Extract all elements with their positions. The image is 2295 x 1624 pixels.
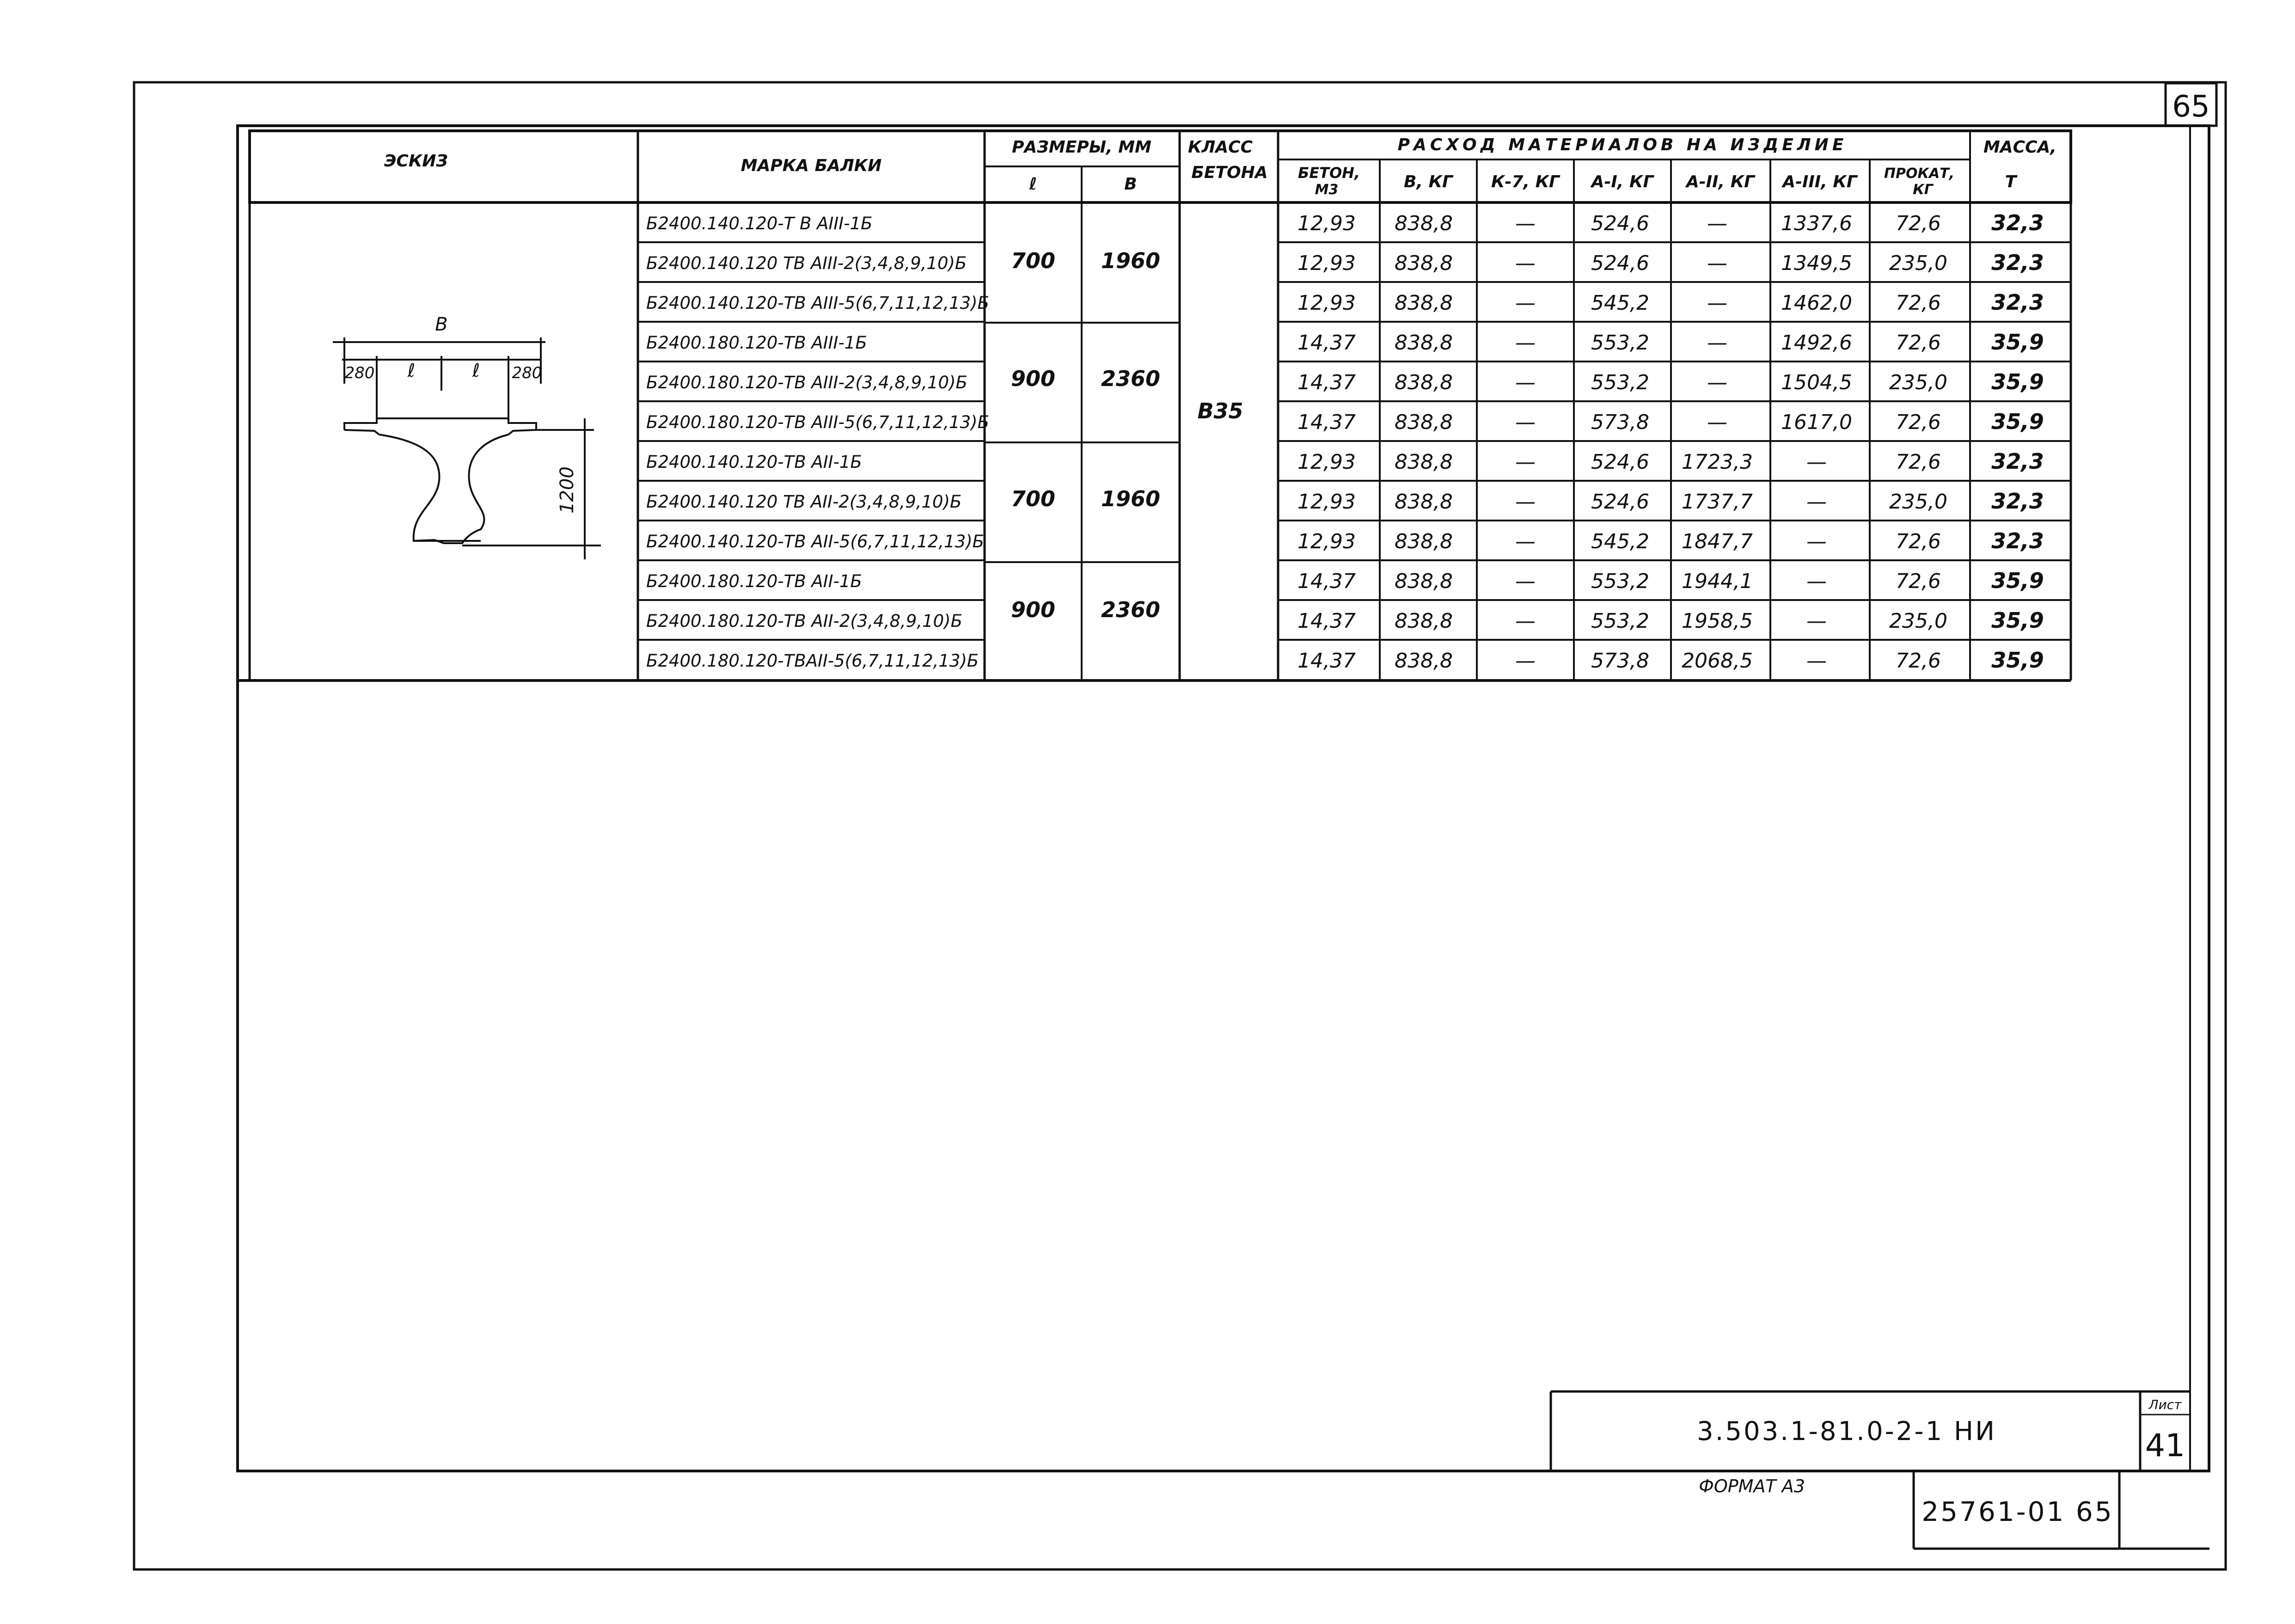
row-mass: 32,3 bbox=[1991, 210, 2044, 235]
header-a1: А-I, КГ bbox=[1591, 172, 1654, 191]
row-k7: — bbox=[1515, 609, 1536, 633]
group-1-l: 700 bbox=[1010, 248, 1056, 273]
row-b: 838,8 bbox=[1395, 530, 1453, 553]
header-a2: А-II, КГ bbox=[1686, 172, 1755, 191]
header-size-b: В bbox=[1124, 175, 1137, 194]
group-2-l: 900 bbox=[1010, 366, 1056, 391]
header-rolled-2: КГ bbox=[1913, 182, 1933, 198]
row-b: 838,8 bbox=[1395, 450, 1453, 474]
row-a2: — bbox=[1707, 212, 1727, 235]
header-rolled-1: ПРОКАТ, bbox=[1884, 165, 1955, 182]
row-a2: — bbox=[1707, 371, 1727, 394]
row-concrete: 14,37 bbox=[1297, 411, 1356, 434]
row-b: 838,8 bbox=[1395, 490, 1453, 514]
row-mark: Б2400.180.120-ТВАII-5(6,7,11,12,13)Б bbox=[646, 651, 979, 671]
row-mark: Б2400.140.120 ТВ АIII-2(3,4,8,9,10)Б bbox=[646, 253, 967, 273]
row-a1: 573,8 bbox=[1591, 649, 1649, 673]
row-a2: 1847,7 bbox=[1682, 530, 1753, 553]
row-k7: — bbox=[1515, 251, 1536, 275]
row-rolled: 72,6 bbox=[1896, 530, 1941, 553]
row-b: 838,8 bbox=[1395, 291, 1453, 315]
row-a3: 1349,5 bbox=[1781, 251, 1852, 275]
row-a1: 553,2 bbox=[1591, 331, 1649, 355]
row-a3: 1617,0 bbox=[1781, 411, 1852, 434]
header-mass-1: МАССА, bbox=[1983, 138, 2057, 157]
row-k7: — bbox=[1515, 291, 1536, 315]
row-mass: 32,3 bbox=[1991, 290, 2044, 315]
stamp-number: 25761-01 65 bbox=[1922, 1496, 2114, 1527]
row-b: 838,8 bbox=[1395, 609, 1453, 633]
row-rolled: 235,0 bbox=[1889, 251, 1947, 275]
row-a3: 1462,0 bbox=[1781, 291, 1852, 315]
group-3-b: 1960 bbox=[1101, 486, 1161, 511]
row-a3: — bbox=[1806, 649, 1827, 673]
row-mass: 35,9 bbox=[1991, 568, 2044, 593]
row-mass: 35,9 bbox=[1991, 369, 2044, 394]
row-rolled: 72,6 bbox=[1896, 649, 1941, 673]
row-a3: — bbox=[1806, 450, 1827, 474]
row-b: 838,8 bbox=[1395, 251, 1453, 275]
row-rolled: 72,6 bbox=[1896, 570, 1941, 593]
header-mass-2: Т bbox=[2005, 172, 2017, 191]
row-rolled: 72,6 bbox=[1896, 331, 1941, 355]
row-mass: 32,3 bbox=[1991, 528, 2044, 553]
row-b: 838,8 bbox=[1395, 411, 1453, 434]
row-k7: — bbox=[1515, 450, 1536, 474]
group-4-l: 900 bbox=[1010, 597, 1056, 622]
header-consumption: РАСХОД МАТЕРИАЛОВ НА ИЗДЕЛИЕ bbox=[1397, 135, 1848, 154]
row-a3: 1504,5 bbox=[1781, 371, 1852, 394]
row-mass: 35,9 bbox=[1991, 608, 2044, 633]
row-concrete: 14,37 bbox=[1297, 570, 1356, 593]
header-k7: К-7, КГ bbox=[1491, 172, 1560, 191]
row-a2: — bbox=[1707, 291, 1727, 315]
row-a1: 553,2 bbox=[1591, 609, 1649, 633]
row-k7: — bbox=[1515, 371, 1536, 394]
row-a1: 524,6 bbox=[1591, 490, 1649, 514]
group-2-b: 2360 bbox=[1101, 366, 1161, 391]
row-rolled: 235,0 bbox=[1889, 371, 1947, 394]
header-b: В, КГ bbox=[1403, 172, 1453, 191]
sketch-dim-b: В bbox=[435, 314, 448, 335]
row-k7: — bbox=[1515, 331, 1536, 355]
row-a3: — bbox=[1806, 530, 1827, 553]
row-a1: 524,6 bbox=[1591, 212, 1649, 235]
row-concrete: 14,37 bbox=[1297, 331, 1356, 355]
row-a1: 553,2 bbox=[1591, 371, 1649, 394]
row-concrete: 12,93 bbox=[1297, 291, 1356, 315]
row-concrete: 14,37 bbox=[1297, 371, 1356, 394]
row-rolled: 235,0 bbox=[1889, 490, 1947, 514]
row-concrete: 14,37 bbox=[1297, 609, 1356, 633]
corner-page-number: 65 bbox=[2172, 90, 2210, 124]
row-a2: 1723,3 bbox=[1682, 450, 1753, 474]
row-a2: 1944,1 bbox=[1682, 570, 1753, 593]
row-a2: — bbox=[1707, 251, 1727, 275]
row-mark: Б2400.140.120-ТВ АIII-5(6,7,11,12,13)Б bbox=[646, 293, 989, 313]
row-mass: 32,3 bbox=[1991, 489, 2044, 514]
row-mark: Б2400.180.120-ТВ АIII-5(6,7,11,12,13)Б bbox=[646, 412, 989, 432]
row-concrete: 12,93 bbox=[1297, 450, 1356, 474]
row-a3: 1337,6 bbox=[1781, 212, 1852, 235]
row-rolled: 72,6 bbox=[1896, 411, 1941, 434]
header-class-1: КЛАСС bbox=[1187, 138, 1253, 157]
header-sketch: ЭСКИЗ bbox=[384, 152, 448, 171]
row-k7: — bbox=[1515, 649, 1536, 673]
row-a1: 524,6 bbox=[1591, 251, 1649, 275]
row-concrete: 12,93 bbox=[1297, 251, 1356, 275]
header-mark: МАРКА БАЛКИ bbox=[741, 156, 882, 175]
row-mark: Б2400.180.120-ТВ АII-1Б bbox=[646, 571, 862, 591]
row-rolled: 72,6 bbox=[1896, 212, 1941, 235]
concrete-class-value: В35 bbox=[1197, 398, 1243, 423]
row-rolled: 72,6 bbox=[1896, 291, 1941, 315]
row-mass: 32,3 bbox=[1991, 250, 2044, 275]
row-a1: 573,8 bbox=[1591, 411, 1649, 434]
row-concrete: 12,93 bbox=[1297, 490, 1356, 514]
header-sizes: РАЗМЕРЫ, ММ bbox=[1012, 138, 1151, 157]
row-mass: 35,9 bbox=[1991, 648, 2044, 673]
row-a2: — bbox=[1707, 411, 1727, 434]
row-concrete: 14,37 bbox=[1297, 649, 1356, 673]
row-mark: Б2400.180.120-ТВ АIII-2(3,4,8,9,10)Б bbox=[646, 373, 967, 392]
row-a1: 553,2 bbox=[1591, 570, 1649, 593]
sheet-number: 41 bbox=[2145, 1428, 2185, 1464]
header-a3: А-III, КГ bbox=[1782, 172, 1857, 191]
row-mark: Б2400.180.120-ТВ АIII-1Б bbox=[646, 333, 867, 353]
row-rolled: 235,0 bbox=[1889, 609, 1947, 633]
materials-table bbox=[238, 131, 2071, 680]
format-label: ФОРМАТ А3 bbox=[1699, 1476, 1805, 1496]
header-concrete-2: М3 bbox=[1315, 182, 1339, 198]
row-concrete: 12,93 bbox=[1297, 530, 1356, 553]
row-mark: Б2400.180.120-ТВ АII-2(3,4,8,9,10)Б bbox=[646, 611, 962, 631]
group-3-l: 700 bbox=[1010, 486, 1056, 511]
row-a2: 1958,5 bbox=[1682, 609, 1753, 633]
row-mass: 35,9 bbox=[1991, 409, 2044, 434]
row-a2: 1737,7 bbox=[1682, 490, 1753, 514]
sketch-dim-l1: ℓ bbox=[407, 360, 416, 381]
sketch-dim-l2: ℓ bbox=[472, 360, 480, 381]
row-a3: 1492,6 bbox=[1781, 331, 1852, 355]
row-mark: Б2400.140.120 ТВ АII-2(3,4,8,9,10)Б bbox=[646, 492, 962, 512]
row-b: 838,8 bbox=[1395, 570, 1453, 593]
sketch-dim-right: 280 bbox=[512, 364, 542, 382]
row-a1: 545,2 bbox=[1591, 530, 1649, 553]
sketch-dim-height: 1200 bbox=[557, 466, 578, 514]
row-a1: 524,6 bbox=[1591, 450, 1649, 474]
row-k7: — bbox=[1515, 212, 1536, 235]
row-a3: — bbox=[1806, 609, 1827, 633]
row-a2: 2068,5 bbox=[1682, 649, 1753, 673]
row-b: 838,8 bbox=[1395, 649, 1453, 673]
row-k7: — bbox=[1515, 570, 1536, 593]
row-k7: — bbox=[1515, 490, 1536, 514]
row-mark: Б2400.140.120-ТВ АII-1Б bbox=[646, 452, 862, 472]
row-mark: Б2400.140.120-Т В АIII-1Б bbox=[646, 214, 873, 233]
row-a2: — bbox=[1707, 331, 1727, 355]
sketch-dim-left: 280 bbox=[344, 364, 375, 382]
row-a3: — bbox=[1806, 490, 1827, 514]
row-b: 838,8 bbox=[1395, 331, 1453, 355]
sheet-label: Лист bbox=[2148, 1397, 2182, 1412]
row-mass: 32,3 bbox=[1991, 449, 2044, 474]
header-class-2: БЕТОНА bbox=[1191, 163, 1268, 182]
row-mass: 35,9 bbox=[1991, 330, 2044, 355]
group-4-b: 2360 bbox=[1101, 597, 1161, 622]
document-code: 3.503.1-81.0-2-1 НИ bbox=[1696, 1416, 1997, 1446]
header-concrete-1: БЕТОН, bbox=[1297, 164, 1360, 182]
row-b: 838,8 bbox=[1395, 212, 1453, 235]
row-a3: — bbox=[1806, 570, 1827, 593]
row-concrete: 12,93 bbox=[1297, 212, 1356, 235]
group-1-b: 1960 bbox=[1101, 248, 1161, 273]
row-b: 838,8 bbox=[1395, 371, 1453, 394]
row-k7: — bbox=[1515, 530, 1536, 553]
row-rolled: 72,6 bbox=[1896, 450, 1941, 474]
header-size-l: ℓ bbox=[1029, 175, 1037, 194]
row-a1: 545,2 bbox=[1591, 291, 1649, 315]
row-k7: — bbox=[1515, 411, 1536, 434]
inner-frame bbox=[238, 126, 2209, 1471]
row-mark: Б2400.140.120-ТВ АII-5(6,7,11,12,13)Б bbox=[646, 532, 985, 552]
